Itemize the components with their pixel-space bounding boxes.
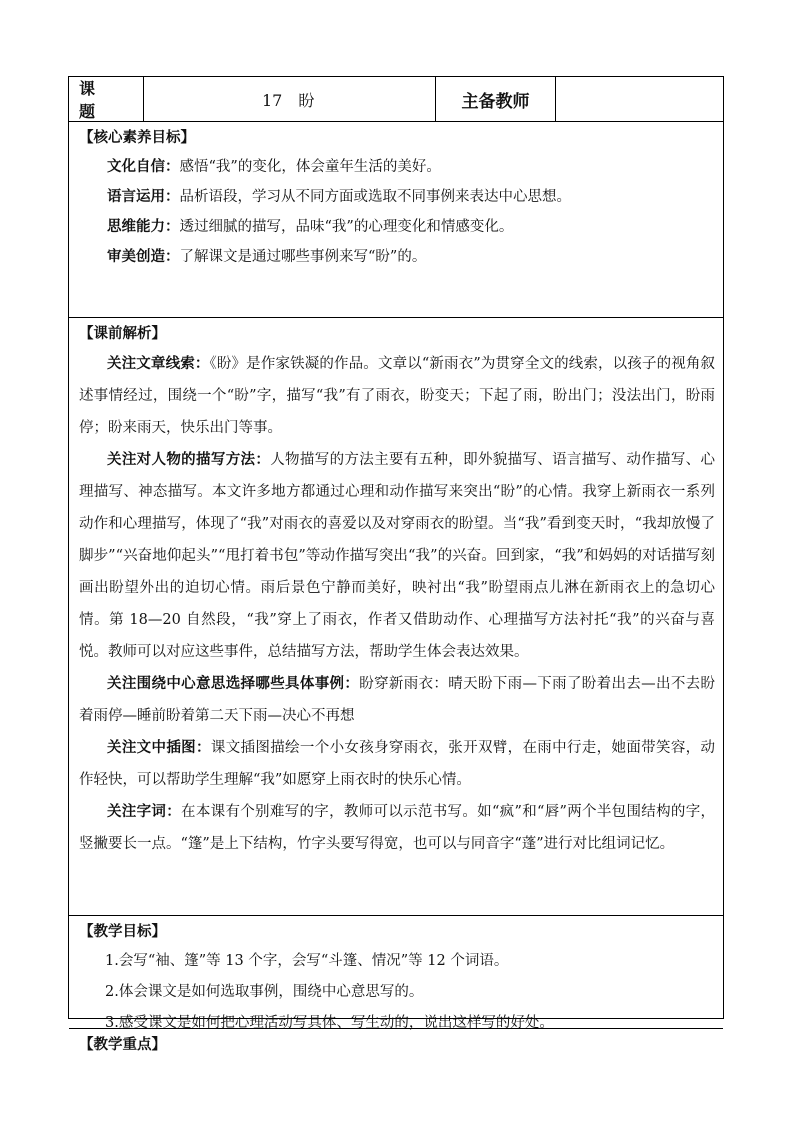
- pre-analysis-section: [69, 318, 723, 916]
- topic-value: 17 盼: [144, 77, 436, 121]
- analysis-paragraph: 关注对人物的描写方法：人物描写的方法主要有五种，即外貌描写、语言描写、动作描写、心理描写、神态描写。本文许多地方都通过心理和动作描写来突出“盼”的心情。我穿上新雨衣一系列动作和心理描写，体现了“我”对雨衣的喜爱以及对穿雨衣的盼望。当“我”看到变天时，“我却放慢了脚步”“兴奋地仰起头”“甩打着书包”等动作描写突出“我”的兴奋。回到家，“我”和妈妈的对话描写刻画出盼望外出的迫切心情。雨后景色宁静而美好，映衬出“我”盼望雨点儿淋在新雨衣上的急切心情。第 18—20 自然段，“我”穿上了雨衣，作者又借助动作、心理描写方法衬托“我”的兴奋与喜悦。教师可以对应这些事件，总结描写方法，帮助学生体会表达效果。: [79, 451, 716, 660]
- core-goals-title: 【核心素养目标】: [79, 129, 195, 146]
- teaching-focus-title: 【教学重点】: [79, 1036, 166, 1053]
- core-goal-item: 语言运用：品析语段，学习从不同方面或选取不同事例来表达中心思想。: [107, 188, 571, 205]
- topic-label: 课 题: [69, 77, 144, 121]
- analysis-paragraph: 关注字词：在本课有个别难写的字，教师可以示范书写。如“疯”和“唇”两个半包围结构的字，竖撇要长一点。“篷”是上下结构，竹字头要写得宽，也可以与同音字“蓬”进行对比组词记忆。: [79, 803, 715, 852]
- analysis-paragraph: 关注围绕中心意思选择哪些具体事例：盼穿新雨衣：晴天盼下雨—下雨了盼着出去—出不去盼着雨停—睡前盼着第二天下雨—决心不再想: [79, 675, 716, 724]
- core-goal-item: 审美创造：了解课文是通过哪些事例来写“盼”的。: [107, 248, 427, 265]
- lesson-plan-table: [68, 76, 724, 1053]
- teaching-goal-item: 3.感受课文是如何把心理活动写具体、写生动的，说出这样写的好处。: [105, 1015, 554, 1031]
- header-row: [69, 77, 723, 122]
- teaching-goals-title: 【教学目标】: [79, 923, 166, 940]
- pre-analysis-title: 【课前解析】: [79, 325, 166, 342]
- analysis-paragraph: 关注文章线索：《盼》是作家铁凝的作品。文章以“新雨衣”为贯穿全文的线索，以孩子的视角叙述事情经过，围绕一个“盼”字，描写“我”有了雨衣，盼变天；下起了雨，盼出门；没法出门，盼雨停；盼来雨天，快乐出门等事。: [79, 355, 716, 436]
- core-goal-item: 文化自信：感悟“我”的变化，体会童年生活的美好。: [107, 158, 441, 175]
- teaching-goal-item: 1.会写“袖、篷”等 13 个字，会写“斗篷、情况”等 12 个词语。: [105, 953, 509, 969]
- teaching-goal-item: 2.体会课文是如何选取事例，围绕中心意思写的。: [105, 984, 424, 1000]
- teaching-goals-section: [69, 916, 723, 1029]
- analysis-paragraph: 关注文中插图：课文插图描绘一个小女孩身穿雨衣，张开双臂，在雨中行走，她面带笑容，动作轻快，可以帮助学生理解“我”如愿穿上雨衣时的快乐心情。: [79, 739, 716, 788]
- teacher-label: 主备教师: [436, 77, 556, 121]
- core-goals-section: [69, 122, 723, 318]
- core-goal-item: 思维能力：透过细腻的描写，品味“我”的心理变化和情感变化。: [107, 218, 514, 235]
- teacher-value: [556, 77, 723, 121]
